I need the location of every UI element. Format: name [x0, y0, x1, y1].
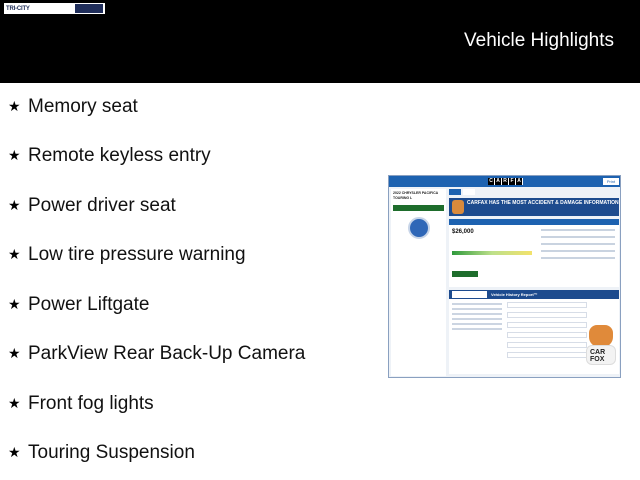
text-line — [452, 318, 502, 320]
carfax-print-button[interactable]: Print — [603, 178, 619, 185]
carfax-value-gauge — [452, 251, 532, 255]
star-icon: ★ — [8, 445, 21, 461]
feature-item — [8, 342, 305, 366]
carfax-logo-letter: F — [509, 178, 516, 185]
carfax-vhr-item[interactable] — [507, 352, 587, 358]
feature-label: Remote keyless entry — [28, 145, 211, 166]
car-fox-mascot-icon — [584, 325, 618, 365]
carfax-tab[interactable] — [463, 189, 475, 195]
car-fox-text: CAR FOX — [590, 349, 606, 363]
star-icon: ★ — [8, 396, 21, 412]
star-icon: ★ — [8, 198, 21, 214]
carfax-tab[interactable] — [449, 189, 461, 195]
carfax-vhr-item[interactable] — [507, 332, 587, 338]
carfax-report-thumbnail[interactable] — [388, 175, 621, 378]
feature-label: Low tire pressure warning — [28, 244, 246, 265]
carfax-vhr-title: Vehicle History Report™ — [491, 292, 538, 297]
carfax-vhr-vehicle-info — [452, 303, 502, 333]
carfax-logo-letter: A — [495, 178, 502, 185]
star-icon: ★ — [8, 99, 21, 115]
star-icon: ★ — [8, 346, 21, 362]
carfax-view-history-button[interactable] — [452, 271, 478, 277]
feature-label: Power driver seat — [28, 195, 176, 216]
feature-item — [8, 144, 211, 168]
carfax-banner-text: CARFAX HAS THE MOST ACCIDENT & DAMAGE INFORMATION — [467, 200, 619, 206]
carfax-logo-letter: R — [502, 178, 509, 185]
carfax-value-details — [541, 229, 615, 279]
carfax-logo-small — [452, 291, 487, 298]
feature-label: ParkView Rear Back-Up Camera — [28, 343, 306, 364]
feature-label: Power Liftgate — [28, 294, 150, 315]
dealer-logo[interactable] — [4, 3, 105, 14]
text-line — [452, 308, 502, 310]
text-line — [452, 313, 502, 315]
fox-mascot-icon — [452, 200, 464, 214]
carfax-vhr-item[interactable] — [507, 302, 587, 308]
text-line — [452, 303, 502, 305]
carfax-vhr-items — [507, 302, 587, 362]
page-title: Vehicle Highlights — [464, 30, 614, 51]
feature-item — [8, 194, 176, 218]
star-icon: ★ — [8, 297, 21, 313]
text-line — [541, 243, 615, 245]
fox-head — [589, 325, 613, 347]
carfax-sidebar-highlight[interactable] — [393, 205, 444, 211]
carfax-value-section — [449, 225, 619, 287]
carfax-banner — [449, 198, 619, 216]
carfax-top-bar — [389, 176, 621, 187]
feature-item — [8, 95, 138, 119]
feature-item — [8, 243, 246, 267]
feature-label: Touring Suspension — [28, 442, 195, 463]
page-header — [0, 0, 640, 83]
carfax-vhr-item[interactable] — [507, 342, 587, 348]
text-line — [541, 236, 615, 238]
star-icon: ★ — [8, 247, 21, 263]
star-icon: ★ — [8, 148, 21, 164]
carfax-logo-letter: A — [516, 178, 523, 185]
dealer-logo-brand: TRI-CITY — [6, 5, 30, 12]
text-line — [452, 323, 502, 325]
carfax-vhr-item[interactable] — [507, 312, 587, 318]
text-line — [541, 257, 615, 259]
feature-item — [8, 441, 195, 465]
carfax-badge-icon — [408, 217, 430, 239]
carfax-logo — [488, 178, 523, 185]
carfax-vhr-header — [449, 290, 619, 299]
feature-item — [8, 392, 154, 416]
dealer-logo-phone-box — [75, 4, 103, 13]
text-line — [541, 250, 615, 252]
feature-label: Front fog lights — [28, 393, 154, 414]
carfax-vehicle-title: 2022 CHRYSLER PACIFICA TOURING L — [393, 191, 438, 200]
text-line — [452, 328, 502, 330]
text-line — [541, 229, 615, 231]
carfax-sidebar — [391, 189, 446, 376]
carfax-tabs — [449, 189, 619, 195]
carfax-logo-letter: C — [488, 178, 495, 185]
feature-label: Memory seat — [28, 96, 138, 117]
carfax-value-price: $26,000 — [452, 229, 474, 235]
carfax-vhr-item[interactable] — [507, 322, 587, 328]
feature-item — [8, 293, 149, 317]
